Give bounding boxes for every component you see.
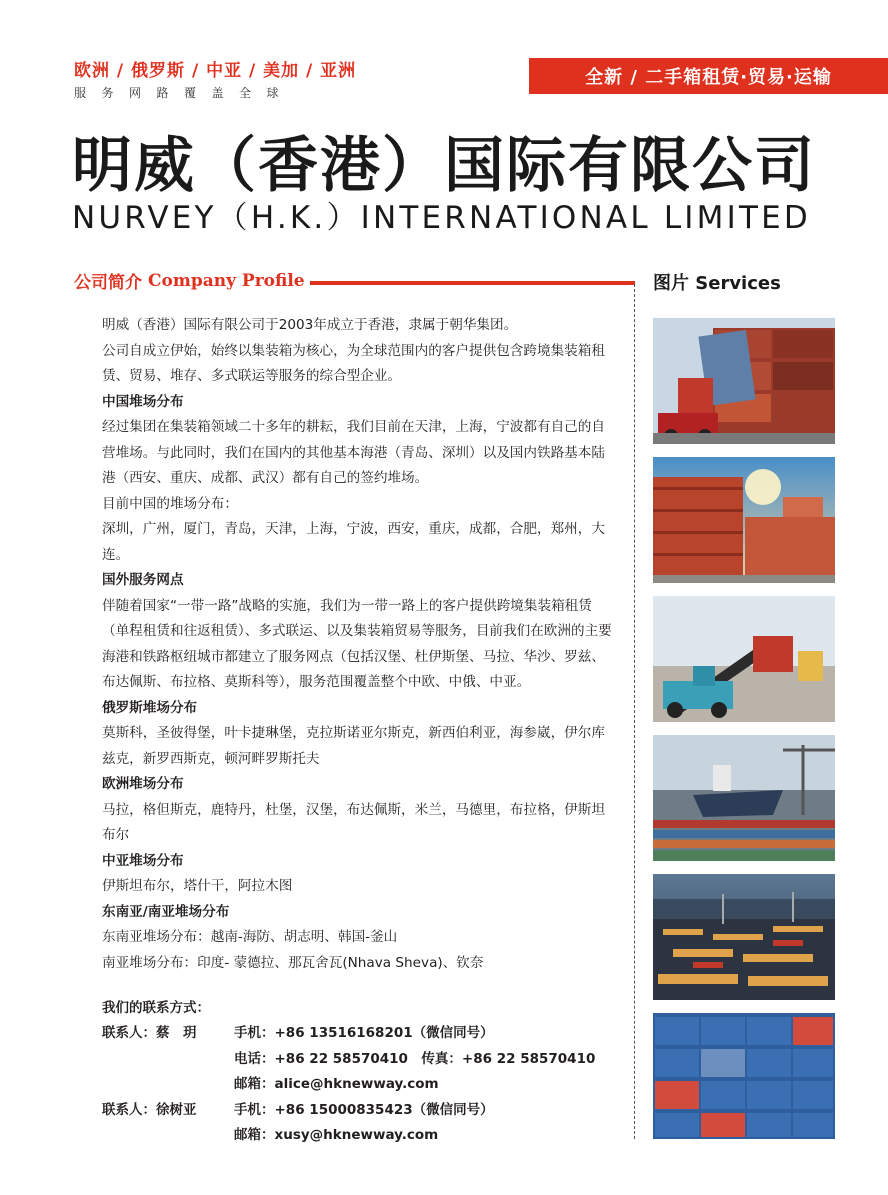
stacked-containers-photo — [653, 1013, 835, 1139]
profile-heading-en: Company Profile — [148, 270, 305, 291]
contact-email-2[interactable]: 邮箱：xusy@hknewway.com — [234, 1127, 439, 1144]
china-paragraph: 经过集团在集装箱领域二十多年的耕耘，我们目前在天津，上海，宁波都有自己的自营堆场。与此同时，我们在国内的其他基本海港（青岛、深圳）以及国内铁路基本陆港（西安、重庆、成都、武汉）都有自己的签约堆场。 — [102, 419, 605, 486]
company-title-en: NURVEY（H.K.）INTERNATIONAL LIMITED — [72, 200, 811, 236]
contact-phone-1: 电话：+86 22 58570410 传真：+86 22 58570410 — [234, 1050, 596, 1067]
contact-mobile-1: 手机：+86 13516168201（微信同号） — [234, 1025, 494, 1042]
contact-row — [102, 1021, 595, 1046]
contact-block — [102, 996, 595, 1148]
contact-mobile-2: 手机：+86 15000835423（微信同号） — [234, 1101, 494, 1118]
china-list-label: 目前中国的堆场分布： — [102, 495, 238, 512]
se-asia-paragraph: 东南亚堆场分布：越南-海防、胡志明、韩国-釜山 — [102, 929, 398, 945]
europe-heading: 欧洲堆场分布 — [102, 776, 184, 792]
container-ship-port-photo — [653, 735, 835, 861]
heading-rule — [310, 281, 635, 285]
contact-email-1[interactable]: 邮箱：alice@hknewway.com — [234, 1076, 439, 1093]
se-asia-heading: 东南亚/南亚堆场分布 — [102, 903, 230, 920]
column-divider — [634, 284, 635, 1139]
reach-stacker-photo — [653, 596, 835, 722]
central-asia-paragraph: 伊斯坦布尔，塔什干，阿拉木图 — [102, 878, 293, 894]
services-banner: 全新 / 二手箱租赁·贸易·运输 — [529, 58, 888, 94]
overseas-heading: 国外服务网点 — [102, 572, 184, 588]
contact-row — [102, 1123, 595, 1148]
contact-spacer — [102, 1072, 234, 1097]
contact-spacer — [102, 1123, 234, 1148]
container-stacker-photo — [653, 318, 835, 444]
contact-row — [102, 1047, 595, 1072]
profile-body — [102, 313, 617, 976]
contact-spacer — [102, 1047, 234, 1072]
regions-tagline: 欧洲 / 俄罗斯 / 中亚 / 美加 / 亚洲 — [74, 61, 357, 81]
profile-heading-cn: 公司简介 — [74, 273, 142, 293]
s-asia-paragraph: 南亚堆场分布：印度- 蒙德拉、那瓦舍瓦(Nhava Sheva)、钦奈 — [102, 954, 484, 971]
intro-paragraph-2 — [102, 339, 617, 390]
coverage-tagline: 服务网路覆盖全球 — [74, 86, 295, 100]
company-title-cn: 明威（香港）国际有限公司 — [72, 131, 816, 201]
profile-heading — [74, 268, 305, 293]
contact-heading: 我们的联系方式： — [102, 1000, 210, 1016]
night-port-photo — [653, 874, 835, 1000]
intro-paragraph-1: 明威（香港）国际有限公司于2003年成立于香港，隶属于朝华集团。 — [102, 317, 518, 333]
container-yard-sunset-photo — [653, 457, 835, 583]
contact-person-1: 联系人：蔡 玥 — [102, 1025, 197, 1042]
russia-paragraph: 莫斯科，圣彼得堡，叶卡捷琳堡，克拉斯诺亚尔斯克，新西伯利亚，海参崴，伊尔库兹克，新罗西斯克，顿河畔罗斯托夫 — [102, 725, 605, 767]
china-heading: 中国堆场分布 — [102, 393, 184, 410]
contact-row — [102, 1098, 595, 1123]
intro-paragraph-2-text: 公司自成立伊始，始终以集装箱为核心，为全球范围内的客户提供包含跨境集装箱租赁、贸易、堆存、多式联运等服务的综合型企业。 — [102, 342, 605, 384]
central-asia-heading: 中亚堆场分布 — [102, 852, 184, 869]
china-list: 深圳，广州，厦门，青岛，天津，上海，宁波，西安，重庆，成都，合肥，郑州，大连。 — [102, 521, 605, 563]
overseas-paragraph: 伴随着国家“一带一路”战略的实施，我们为一带一路上的客户提供跨境集装箱租赁（单程租赁和往返租赁）、多式联运、以及集装箱贸易等服务，目前我们在欧洲的主要海港和铁路枢纽城市都建立了服务网点（包括汉堡、杜伊斯堡、马拉、华沙、罗兹、布达佩斯、布拉格、莫斯科等），服务范围覆盖整个中欧、中俄、中亚。 — [102, 597, 612, 690]
contact-row — [102, 1072, 595, 1097]
contact-person-2: 联系人：徐树亚 — [102, 1101, 197, 1118]
russia-heading: 俄罗斯堆场分布 — [102, 699, 198, 716]
europe-paragraph: 马拉，格但斯克，鹿特丹，杜堡，汉堡，布达佩斯，米兰，马德里，布拉格，伊斯坦布尔 — [102, 801, 605, 843]
header-left — [74, 56, 356, 101]
services-heading: 图片 Services — [653, 273, 781, 294]
